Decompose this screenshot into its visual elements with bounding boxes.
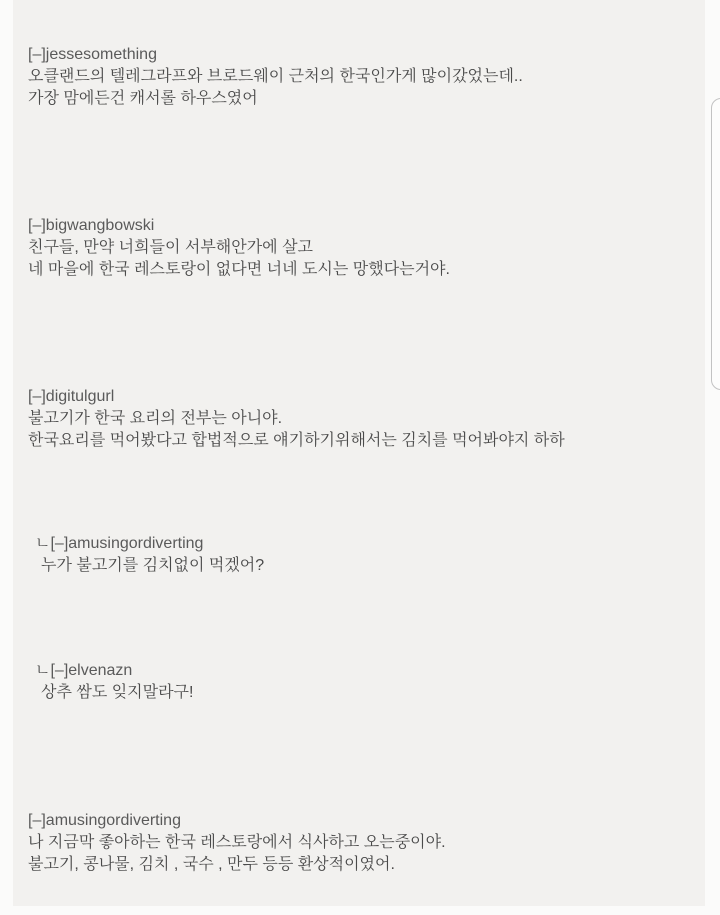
comment-header [28,386,695,408]
comment-text-line: 나 지금막 좋아하는 한국 레스토랑에서 식사하고 오는중이야. [28,834,446,851]
collapse-toggle[interactable]: [–] [50,535,69,552]
comment-text-line: 불고기, 콩나물, 김치 , 국수 , 만두 등등 환상적이였어. [28,856,395,873]
comment-thread [13,0,705,906]
collapse-toggle[interactable]: [–] [28,46,46,63]
comment-header [35,660,695,682]
comment-text-line: 가장 맘에든건 캐서롤 하우스였어 [28,90,258,107]
reply-indicator: ㄴ [35,535,51,552]
collapse-toggle[interactable]: [–] [28,812,46,829]
reply-indicator: ㄴ [35,662,51,679]
comment-reply [13,660,705,704]
comment-text-line: 불고기가 한국 요리의 전부는 아니야. [28,410,283,427]
comment-text-line: 한국요리를 먹어봤다고 합법적으로 얘기하기위해서는 김치를 먹어봐야지 하하 [28,432,565,449]
comment-header [28,810,695,832]
username-link[interactable]: amusingordiverting [68,535,204,552]
username-link[interactable]: elvenazn [68,662,133,679]
comment [13,215,705,281]
comment [13,810,705,876]
comment [13,386,705,452]
comment-text-line: 오클랜드의 텔레그라프와 브로드웨이 근처의 한국인가게 많이갔었는데.. [28,68,523,85]
username-link[interactable]: amusingordiverting [45,812,181,829]
username-link[interactable]: jessesomething [45,46,157,63]
comment-header [35,533,695,555]
comment-text-line: 네 마을에 한국 레스토랑이 없다면 너네 도시는 망했다는거야. [28,261,450,278]
collapse-toggle[interactable]: [–] [28,388,46,405]
comment-reply [13,533,705,577]
collapse-toggle[interactable]: [–] [50,662,69,679]
comment-header [28,44,695,66]
username-link[interactable]: digitulgurl [45,388,115,405]
comment-text-line: 친구들, 만약 너희들이 서부해안가에 살고 [28,239,313,256]
username-link[interactable]: bigwangbowski [45,217,155,234]
scrollbar-thumb[interactable] [711,98,720,390]
collapse-toggle[interactable]: [–] [28,217,46,234]
comment-text-line: 상추 쌈도 잊지말라구! [41,684,194,701]
comment [13,44,705,110]
comment-text-line: 누가 불고기를 김치없이 먹겠어? [41,557,265,574]
comment-header [28,215,695,237]
